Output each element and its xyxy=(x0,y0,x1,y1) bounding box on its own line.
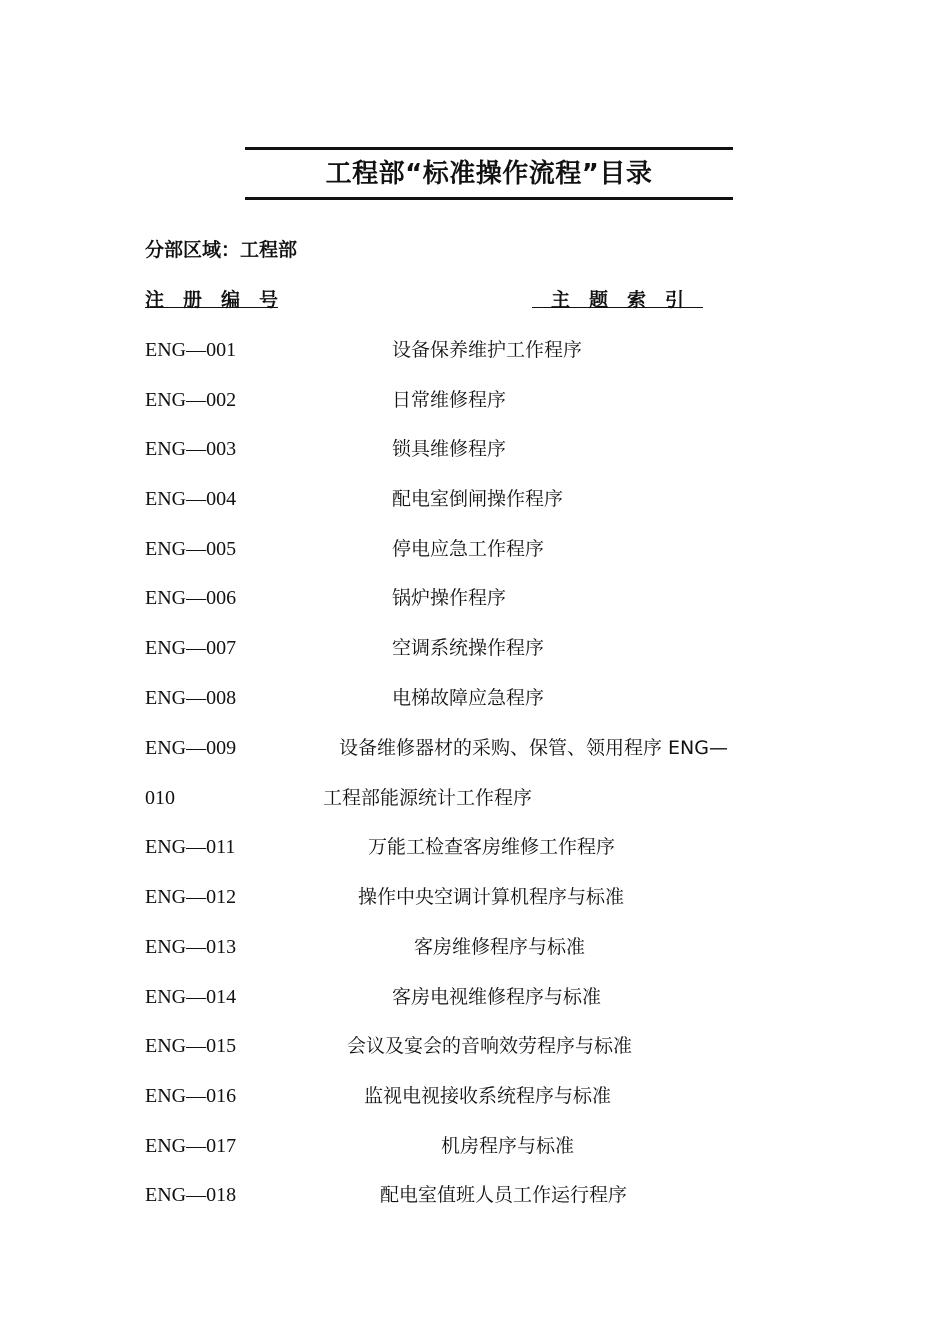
row-subject: 电梯故障应急程序 xyxy=(392,687,545,709)
row-code: ENG—004 xyxy=(145,488,237,510)
row-code: ENG—001 xyxy=(145,339,237,361)
row-subject: 停电应急工作程序 xyxy=(392,538,545,560)
row-code: ENG—012 xyxy=(145,886,237,908)
row-code: ENG—013 xyxy=(145,936,237,958)
row-subject: 锅炉操作程序 xyxy=(392,587,507,609)
row-code: ENG—005 xyxy=(145,538,237,560)
row-code: ENG—003 xyxy=(145,438,237,460)
row-code: ENG—011 xyxy=(145,836,236,858)
row-subject: 操作中央空调计算机程序与标准 xyxy=(358,886,625,908)
row-code: ENG—008 xyxy=(145,687,237,709)
index-row xyxy=(0,882,950,912)
row-subject: 锁具维修程序 xyxy=(392,438,507,460)
row-subject: 配电室倒闸操作程序 xyxy=(392,488,564,510)
row-subject: 会议及宴会的音响效劳程序与标准 xyxy=(347,1035,633,1057)
index-row xyxy=(0,335,950,365)
row-code: ENG—016 xyxy=(145,1085,237,1107)
column-header-code: 注 册 编 号 xyxy=(145,289,279,311)
row-subject: 机房程序与标准 xyxy=(441,1135,575,1157)
row-code: ENG—017 xyxy=(145,1135,237,1157)
row-subject: 设备维修器材的采购、保管、领用程序 ENG— xyxy=(339,737,728,759)
row-code: ENG—009 xyxy=(145,737,237,759)
index-row xyxy=(0,633,950,663)
index-row xyxy=(0,434,950,464)
row-code: ENG—006 xyxy=(145,587,237,609)
index-row xyxy=(0,1031,950,1061)
department-label: 分部区域：工程部 xyxy=(145,239,298,261)
row-subject: 客房维修程序与标准 xyxy=(414,936,586,958)
index-row xyxy=(0,783,950,813)
index-row xyxy=(0,534,950,564)
index-row xyxy=(0,932,950,962)
index-row xyxy=(0,1131,950,1161)
row-code: ENG—018 xyxy=(145,1184,237,1206)
row-code: ENG—015 xyxy=(145,1035,237,1057)
row-code: ENG—002 xyxy=(145,389,237,411)
index-row xyxy=(0,683,950,713)
row-code: 010 xyxy=(145,787,175,809)
row-subject: 工程部能源统计工作程序 xyxy=(323,787,533,809)
index-row xyxy=(0,982,950,1012)
index-row xyxy=(0,385,950,415)
title-rule-bottom xyxy=(245,197,733,200)
column-header-subject: 主 题 索 引 xyxy=(532,289,704,311)
title-rule-top xyxy=(245,147,733,150)
index-row xyxy=(0,1180,950,1210)
row-subject: 空调系统操作程序 xyxy=(392,637,545,659)
row-subject: 配电室值班人员工作运行程序 xyxy=(380,1184,628,1206)
index-row xyxy=(0,583,950,613)
index-row xyxy=(0,1081,950,1111)
row-code: ENG—007 xyxy=(145,637,237,659)
page-title: 工程部“标准操作流程”目录 xyxy=(325,159,653,189)
row-subject: 客房电视维修程序与标准 xyxy=(392,986,602,1008)
index-row xyxy=(0,832,950,862)
index-row xyxy=(0,733,950,763)
row-code: ENG—014 xyxy=(145,986,237,1008)
row-subject: 监视电视接收系统程序与标准 xyxy=(364,1085,612,1107)
row-subject: 日常维修程序 xyxy=(392,389,507,411)
row-subject: 万能工检查客房维修工作程序 xyxy=(368,836,616,858)
row-subject: 设备保养维护工作程序 xyxy=(392,339,583,361)
index-row xyxy=(0,484,950,514)
